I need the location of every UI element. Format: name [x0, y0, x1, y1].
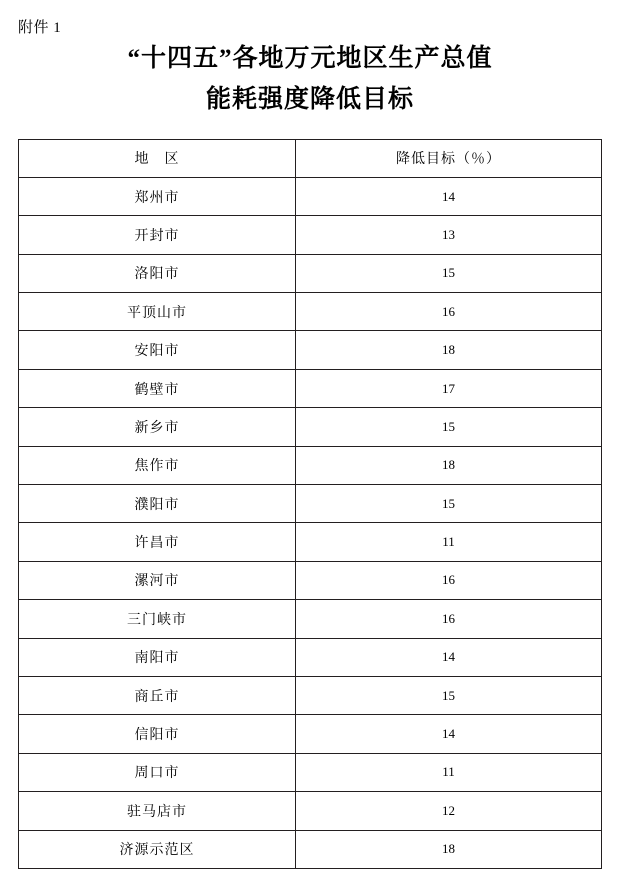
- table-row: [19, 753, 602, 791]
- page-title-line-2: 能耗强度降低目标: [205, 86, 414, 114]
- table-row: [19, 792, 602, 830]
- cell-region: 洛阳市: [19, 254, 296, 292]
- cell-target: 16: [295, 600, 601, 638]
- table-row: [19, 408, 602, 446]
- cell-target: 13: [295, 216, 601, 254]
- column-header-region: 地 区: [19, 139, 296, 177]
- table-row: [19, 177, 602, 215]
- table-row: [19, 446, 602, 484]
- cell-target: 18: [295, 446, 601, 484]
- table-header-row: [19, 139, 602, 177]
- cell-region: 南阳市: [19, 638, 296, 676]
- table-row: [19, 369, 602, 407]
- cell-target: 16: [295, 561, 601, 599]
- table-row: [19, 715, 602, 753]
- table-row: [19, 485, 602, 523]
- cell-target: 17: [295, 369, 601, 407]
- cell-target: 12: [295, 792, 601, 830]
- cell-region: 信阳市: [19, 715, 296, 753]
- cell-region: 平顶山市: [19, 293, 296, 331]
- table-row: [19, 600, 602, 638]
- page-title-line-1: “十四五”各地万元地区生产总值: [127, 45, 493, 72]
- cell-region: 漯河市: [19, 561, 296, 599]
- cell-region: 郑州市: [19, 177, 296, 215]
- table-row: [19, 254, 602, 292]
- cell-target: 15: [295, 485, 601, 523]
- cell-target: 14: [295, 715, 601, 753]
- cell-target: 14: [295, 177, 601, 215]
- cell-region: 周口市: [19, 753, 296, 791]
- energy-target-table: [18, 139, 602, 869]
- column-header-target: 降低目标（％）: [295, 139, 601, 177]
- cell-target: 15: [295, 676, 601, 714]
- cell-region: 济源示范区: [19, 830, 296, 868]
- table-row: [19, 293, 602, 331]
- cell-region: 新乡市: [19, 408, 296, 446]
- energy-target-table-wrapper: [18, 139, 602, 869]
- table-row: [19, 561, 602, 599]
- cell-region: 鹤壁市: [19, 369, 296, 407]
- table-row: [19, 331, 602, 369]
- cell-region: 商丘市: [19, 676, 296, 714]
- cell-region: 濮阳市: [19, 485, 296, 523]
- table-row: [19, 830, 602, 868]
- cell-target: 14: [295, 638, 601, 676]
- cell-region: 安阳市: [19, 331, 296, 369]
- cell-region: 驻马店市: [19, 792, 296, 830]
- table-row: [19, 523, 602, 561]
- cell-region: 焦作市: [19, 446, 296, 484]
- table-row: [19, 216, 602, 254]
- table-body: [19, 177, 602, 868]
- attachment-label: 附件 1: [18, 20, 62, 36]
- cell-target: 18: [295, 331, 601, 369]
- cell-target: 15: [295, 408, 601, 446]
- cell-target: 15: [295, 254, 601, 292]
- table-row: [19, 638, 602, 676]
- table-header: [19, 139, 602, 177]
- cell-region: 开封市: [19, 216, 296, 254]
- cell-region: 三门峡市: [19, 600, 296, 638]
- table-row: [19, 676, 602, 714]
- cell-region: 许昌市: [19, 523, 296, 561]
- cell-target: 18: [295, 830, 601, 868]
- page-title: [0, 0, 620, 121]
- cell-target: 11: [295, 753, 601, 791]
- cell-target: 11: [295, 523, 601, 561]
- cell-target: 16: [295, 293, 601, 331]
